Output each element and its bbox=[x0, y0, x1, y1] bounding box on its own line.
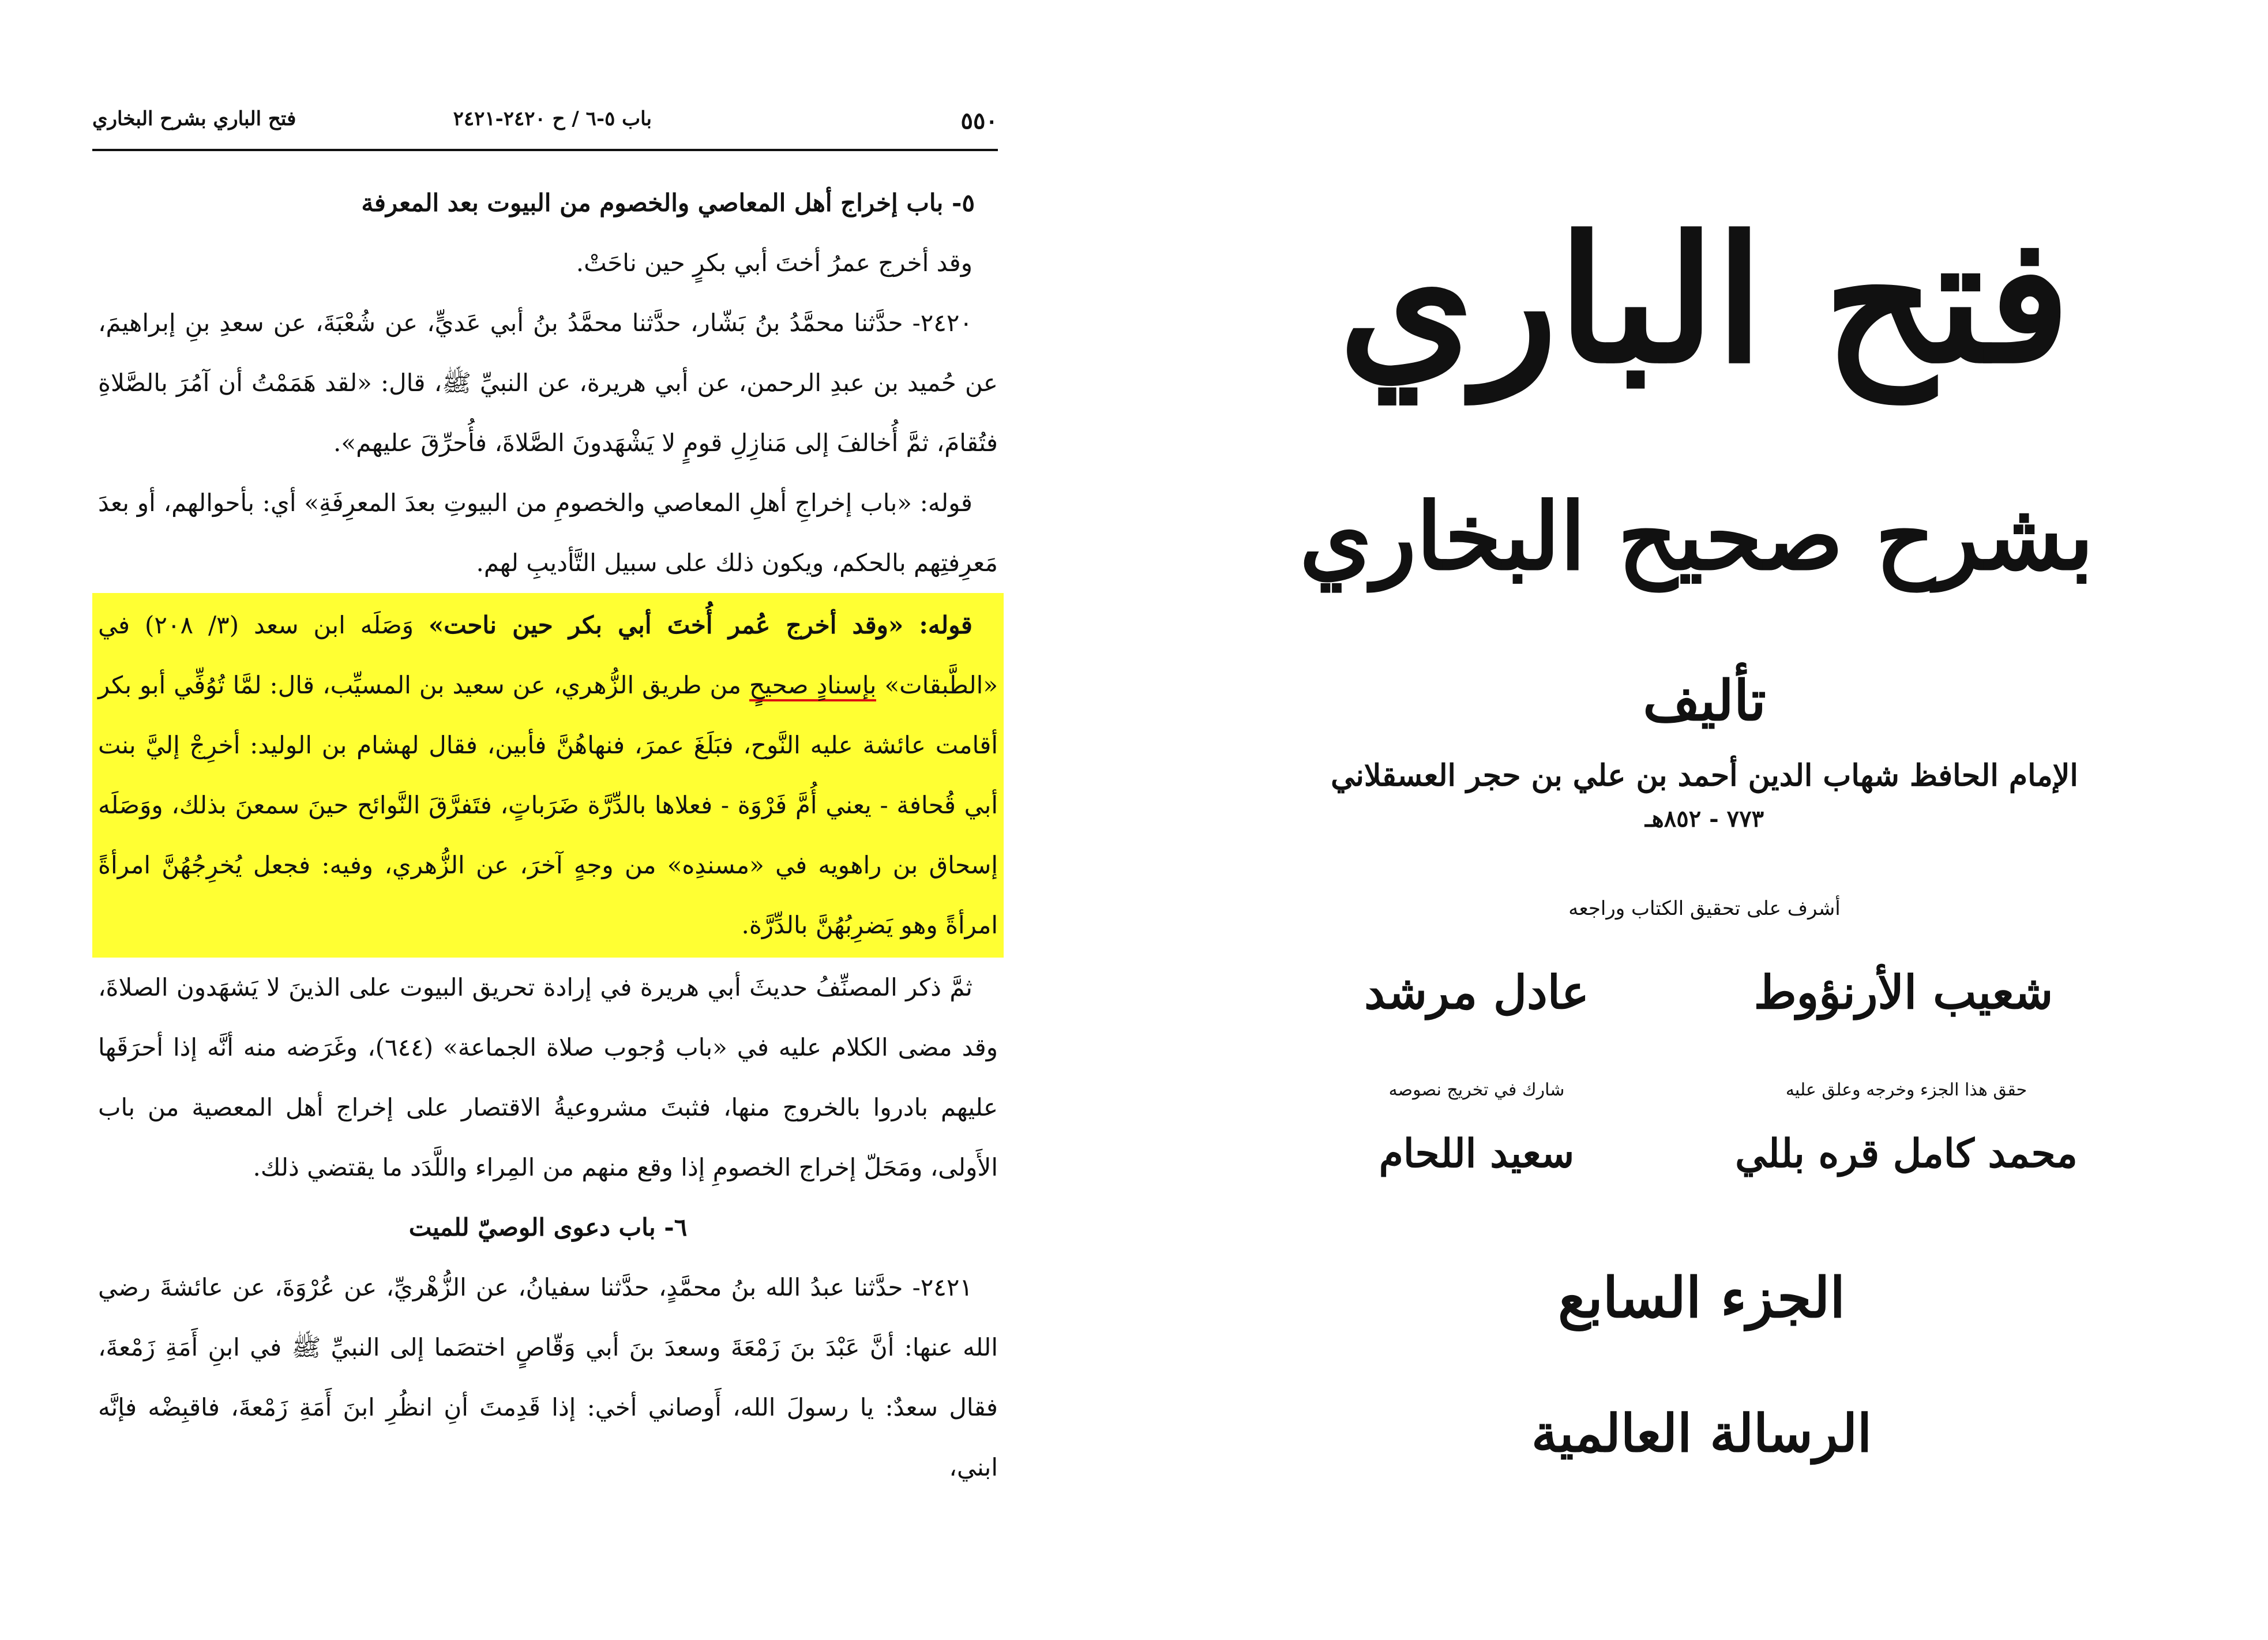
right-page bbox=[1142, 0, 2268, 1640]
left-page bbox=[0, 0, 1131, 1640]
page-number: ٥٥٠ bbox=[960, 107, 998, 134]
section-heading-6: ٦- باب دعوى الوصيّ للميت bbox=[408, 1213, 688, 1241]
hadith-2420: ٢٤٢٠- حدَّثنا محمَّدُ بنُ بَشّار، حدَّثنا محمَّدُ بنُ أبي عَديٍّ، عن شُعْبَةَ، عن سعدِ بنِ إبراهيمَ، عن حُميد بن عبدِ الرحمن، عن أبي هريرة، عن النبيِّ ﷺ، قال: «لقد هَمَمْتُ أن آمُرَ بالصَّلاةِ فتُقامَ، ثمَّ أُخالفَ إلى مَنازِلِ قومٍ لا يَشْهَدونَ الصَّلاةَ، فأُحرِّقَ عليهم». bbox=[98, 309, 998, 457]
chapter-reference: باب ٥-٦ / ح ٢٤٢٠-٢٤٢١ bbox=[453, 107, 652, 130]
underlined-phrase: بإسنادٍ صحيحٍ bbox=[749, 671, 876, 701]
highlighted-lead: قوله: «وقد أخرج عُمر أُختَ أبي بكر حين ناحت» bbox=[428, 611, 972, 639]
highlighted-part-1: وَصَلَه ابن سعد (٣/ ٢٠٨) في «الطَّبقات» bbox=[98, 611, 998, 699]
book-title: فتح الباري bbox=[1338, 198, 2071, 401]
publisher-name: الرسالة العالمية bbox=[1531, 1403, 1872, 1464]
text-body bbox=[98, 173, 998, 1498]
supervision-label: أشرف على تحقيق الكتاب وراجعه bbox=[1568, 897, 1841, 920]
section-heading-5: ٥- باب إخراج أهل المعاصي والخصوم من البيوت بعد المعرفة bbox=[361, 189, 975, 217]
running-header bbox=[92, 99, 998, 145]
authored-by-label: تأليف bbox=[1643, 668, 1766, 733]
credit-label-1: حقق هذا الجزء وخرجه وعلق عليه bbox=[1785, 1080, 2027, 1100]
section-summary: وقد أخرج عمرُ أختَ أبي بكرٍ حين ناحَتْ. bbox=[576, 249, 972, 277]
credit-label-2: شارك في تخريج نصوصه bbox=[1388, 1080, 1565, 1100]
credit-name-1: محمد كامل قره بللي bbox=[1735, 1131, 2078, 1177]
commentary-paragraph: قوله: «باب إخراجِ أهلِ المعاصي والخصومِ من البيوتِ بعدَ المعرِفَةِ» أي: بأحوالهم، أو بعدَ مَعرِفتِهم بالحكم، ويكون ذلك على سبيل التَّأديبِ لهم. bbox=[98, 489, 998, 577]
highlighted-passage bbox=[92, 593, 1004, 958]
credit-name-2: سعيد اللحام bbox=[1379, 1131, 1575, 1177]
commentary-paragraph-2: ثمَّ ذكر المصنِّفُ حديثَ أبي هريرة في إرادة تحريق البيوت على الذينَ لا يَشهَدون الصلاةَ، وقد مضى الكلام عليه في «باب وُجوب صلاة الجماعة» (٦٤٤)، وغَرَضه منه أنَّه إذا أحرَقَها عليهم بادروا بالخروج منها، فثبتَ مشروعيةُ الاقتصار على إخراج أهل المعصية من باب الأَولى، ومَحَلّ إخراج الخصومِ إذا وقع منهم من المِراء واللَّدَد ما يقتضي ذلك. bbox=[98, 973, 998, 1181]
book-subtitle: بشرح صحيح البخاري bbox=[1300, 482, 2094, 591]
hadith-2421: ٢٤٢١- حدَّثنا عبدُ الله بنُ محمَّدٍ، حدَّثنا سفيانُ، عن الزُّهْريِّ، عن عُرْوَةَ، عن عائشةَ رضي الله عنها: أنَّ عَبْدَ بنَ زَمْعَةَ وسعدَ بنَ أبي وَقّاصٍ اختصَما إلى النبيِّ ﷺ في ابنِ أَمَةِ زَمْعةَ، فقال سعدٌ: يا رسولَ الله، أَوصاني أخي: إذا قَدِمتَ أنِ انظُرِ ابنَ أَمَةِ زَمْعةَ، فاقبِضْه فإنَّه ابني، bbox=[98, 1273, 998, 1481]
book-title-header: فتح الباري بشرح البخاري bbox=[92, 107, 296, 130]
author-name: الإمام الحافظ شهاب الدين أحمد بن علي بن حجر العسقلاني bbox=[1331, 758, 2078, 793]
volume-label: الجزء السابع bbox=[1557, 1265, 1846, 1330]
editor-name-2: عادل مرشد bbox=[1364, 965, 1589, 1019]
author-dates: ٧٧٣ - ٨٥٢هـ bbox=[1644, 805, 1764, 832]
header-divider bbox=[92, 149, 998, 151]
editor-name-1: شعيب الأرنؤوط bbox=[1753, 965, 2053, 1019]
highlighted-part-2: من طريق الزُّهري، عن سعيد بن المسيِّب، قال: لمَّا تُوُفِّي أبو بكر أقامت عائشة عليه النَّوح، فبَلَغَ عمرَ، فنهاهُنَّ فأبين، فقال لهشام بن الوليد: أخرِجْ إليَّ بنت أبي قُحافة - يعني أُمَّ فَرْوَة - فعلاها بالدِّرَّة ضَرَباتٍ، فتَفرَّقَ النَّوائح حينَ سمعنَ بذلك، ووَصَلَه إسحاق بن راهويه في «مسندِه» من وجهٍ آخرَ، عن الزُّهري، وفيه: فجعل يُخرِجُهُنَّ امرأةً امرأةً وهو يَضرِبُهُنَّ بالدِّرَّة. bbox=[98, 671, 998, 939]
